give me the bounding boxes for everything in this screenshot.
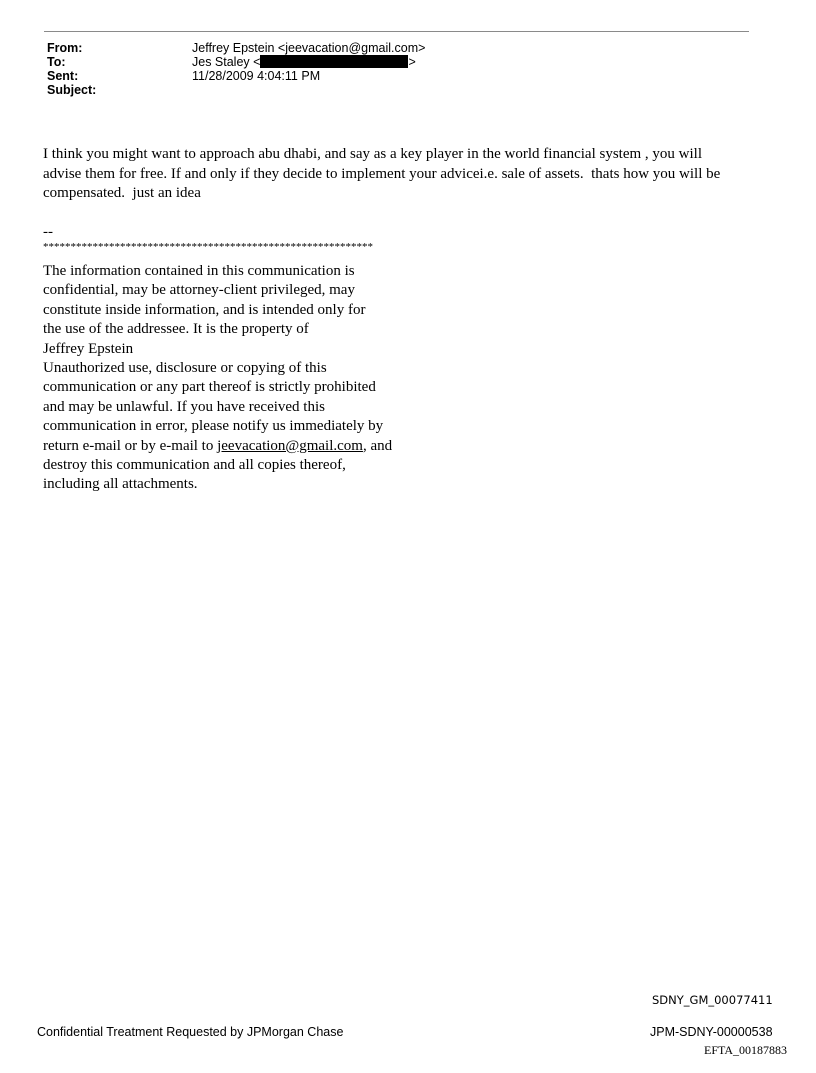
from-label: From: [47, 41, 83, 55]
disclaimer-line: Unauthorized use, disclosure or copying of this [43, 360, 327, 377]
sent-label: Sent: [47, 69, 79, 83]
disclaimer-text: return e-mail or by e-mail to [43, 437, 218, 454]
to-label: To: [47, 55, 66, 69]
to-value [192, 55, 416, 69]
from-value: Jeffrey Epstein <jeevacation@gmail.com> [192, 41, 426, 55]
signature-stars: ************************************************************ [43, 241, 373, 253]
disclaimer-line: confidential, may be attorney-client privileged, may [43, 282, 355, 299]
disclaimer-line: communication in error, please notify us immediately by [43, 418, 384, 435]
confidentiality-disclaimer [43, 262, 423, 495]
disclaimer-line: destroy this communication and all copies thereof, [43, 457, 346, 474]
bates-number-jpm: JPM-SDNY-00000538 [650, 1025, 773, 1039]
email-body: I think you might want to approach abu dhabi, and say as a key player in the world financial system , you will advise them for free. If and only if they decide to implement your advicei.e. sale of assets. thats how you will be compensated. just an idea [43, 146, 725, 201]
bates-number-efta: EFTA_00187883 [704, 1043, 788, 1057]
to-name: Jes Staley < [192, 55, 261, 69]
sent-value: 11/28/2009 4:04:11 PM [192, 69, 321, 83]
email-link[interactable]: jeevacation@gmail.com [217, 437, 363, 454]
disclaimer-line: communication or any part thereof is strictly prohibited [43, 379, 376, 396]
disclaimer-line: The information contained in this communication is [43, 263, 355, 279]
to-suffix: > [408, 55, 416, 69]
bates-number-sdny: SDNY_GM_00077411 [652, 993, 773, 1007]
header-divider [44, 31, 749, 32]
disclaimer-line: the use of the addressee. It is the property of [43, 321, 309, 338]
subject-label: Subject: [47, 83, 97, 97]
disclaimer-line: Jeffrey Epstein [43, 340, 134, 357]
disclaimer-line: and may be unlawful. If you have received this [43, 398, 325, 415]
signature-dash: -- [43, 224, 53, 240]
disclaimer-line: constitute inside information, and is intended only for [43, 301, 366, 318]
disclaimer-line [43, 437, 423, 456]
confidential-treatment-note: Confidential Treatment Requested by JPMorgan Chase [37, 1025, 344, 1039]
disclaimer-text: , and [362, 437, 393, 454]
disclaimer-line: including all attachments. [43, 476, 198, 493]
redaction-bar [260, 55, 408, 68]
